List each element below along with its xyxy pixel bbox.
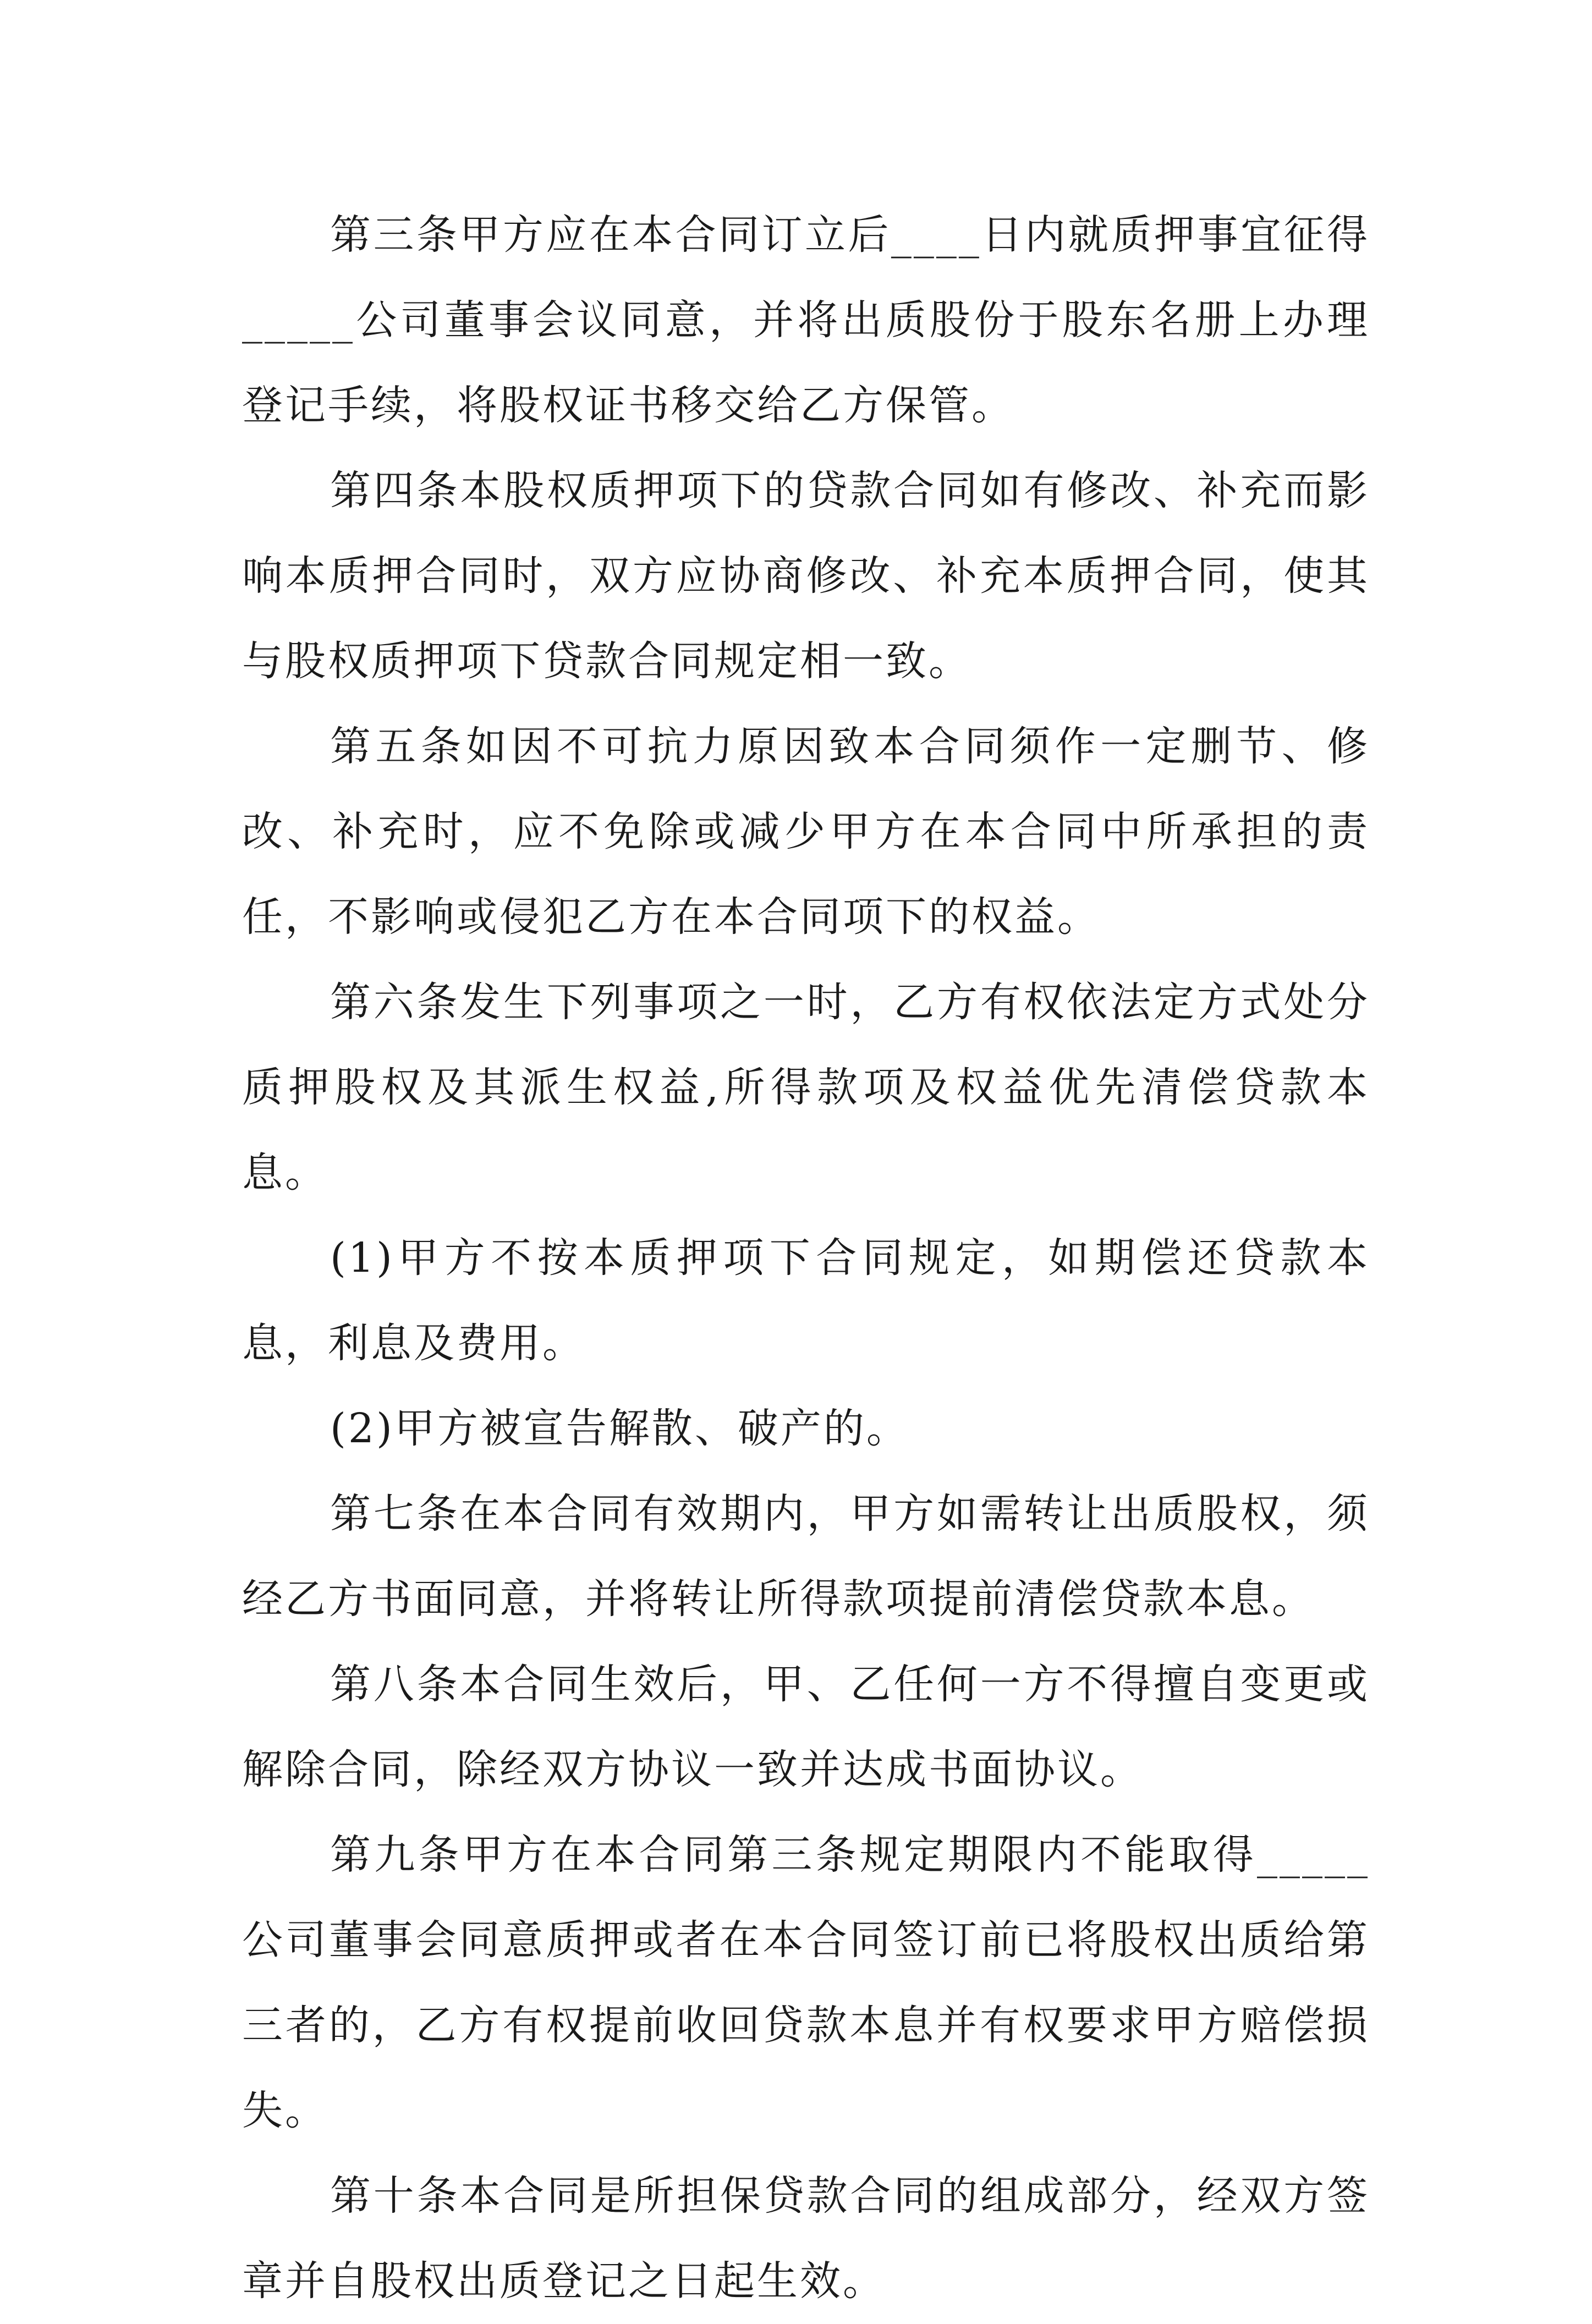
paragraph-article-5: 第五条如因不可抗力原因致本合同须作一定删节、修改、补充时，应不免除或减少甲方在本合同中所承担的责任，不影响或侵犯乙方在本合同项下的权益。 — [242, 723, 1370, 941]
paragraph-article-7: 第七条在本合同有效期内，甲方如需转让出质股权，须经乙方书面同意，并将转让所得款项提前清偿贷款本息。 — [242, 1490, 1370, 1623]
paragraph-article-4: 第四条本股权质押项下的贷款合同如有修改、补充而影响本质押合同时，双方应协商修改、补充本质押合同，使其与股权质押项下贷款合同规定相一致。 — [242, 467, 1370, 685]
paragraph-article-10: 第十条本合同是所担保贷款合同的组成部分，经双方签章并自股权出质登记之日起生效。 — [242, 2172, 1370, 2305]
paragraph-article-8: 第八条本合同生效后，甲、乙任何一方不得擅自变更或解除合同，除经双方协议一致并达成书面协议。 — [242, 1661, 1370, 1793]
document-page — [242, 193, 1370, 2324]
paragraph-item-1: (1)甲方不按本质押项下合同规定，如期偿还贷款本息，利息及费用。 — [242, 1234, 1370, 1367]
paragraph-item-2: (2)甲方被宣告解散、破产的。 — [330, 1405, 909, 1452]
paragraph-article-6: 第六条发生下列事项之一时，乙方有权依法定方式处分质押股权及其派生权益,所得款项及权益优先清偿贷款本息。 — [242, 979, 1370, 1196]
paragraph-article-3: 第三条甲方应在本合同订立后____日内就质押事宜征得_____公司董事会议同意，并将出质股份于股东名册上办理登记手续，将股权证书移交给乙方保管。 — [242, 211, 1370, 429]
paragraph-article-9: 第九条甲方在本合同第三条规定期限内不能取得_____公司董事会同意质押或者在本合同签订前已将股权出质给第三者的，乙方有权提前收回贷款本息并有权要求甲方赔偿损失。 — [242, 1831, 1370, 2134]
